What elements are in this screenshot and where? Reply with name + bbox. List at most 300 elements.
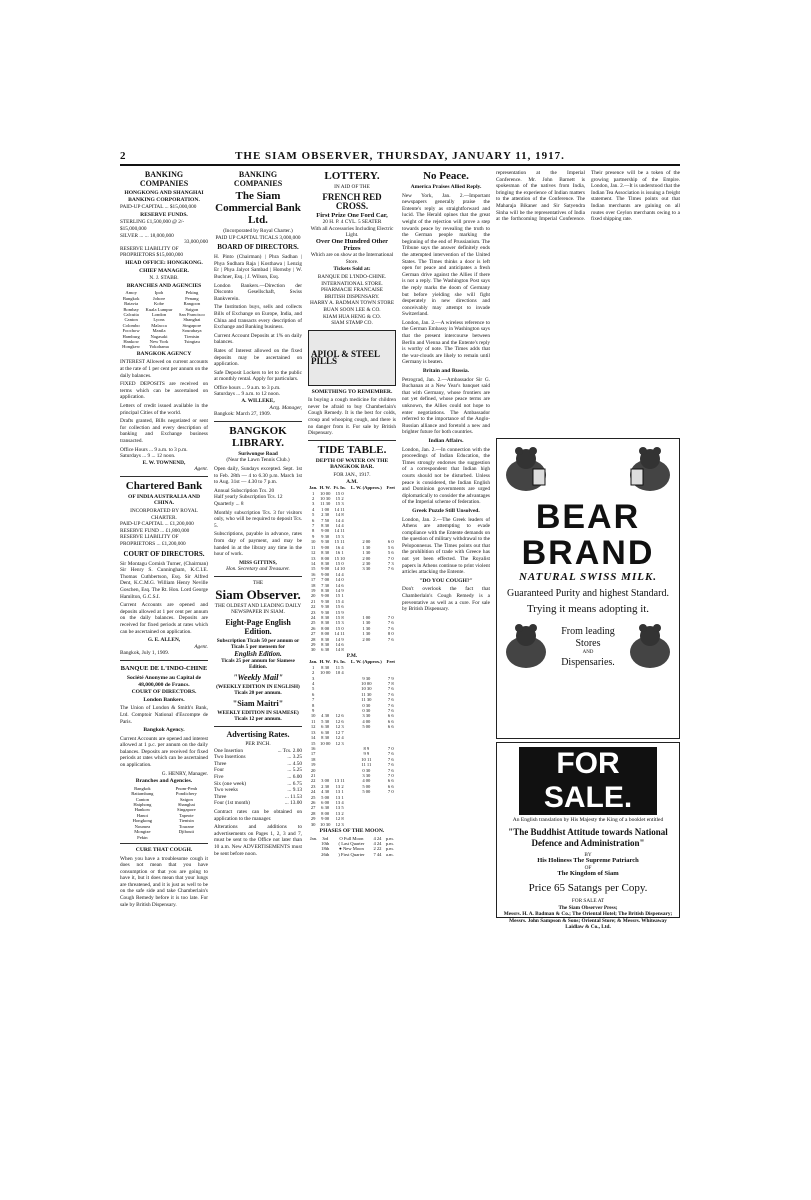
tide-header-cell: Feet	[386, 485, 395, 491]
tide-row-cell: 13	[310, 555, 316, 561]
lottery-seller: BUAN SOON LEE & CO.	[323, 306, 381, 313]
library-heading: BANGKOK LIBRARY.	[229, 424, 287, 449]
indochine-heading: BANQUE DE L'INDO-CHINE	[120, 664, 208, 672]
hsbc-drafts: Drafts granted, Bills negotiated or sent for collection and every description of banking and Exchange business transacted.	[120, 418, 208, 444]
hsbc-branch-row-cell: New York	[149, 338, 169, 344]
tide-row-cell: 15 6	[335, 604, 344, 610]
tide-row-cell: 1 00	[321, 506, 330, 512]
tide-row-cell: 15 2	[335, 496, 344, 502]
tide-row-cell: 9 00	[321, 544, 330, 550]
tide-row-cell: 1 00	[362, 614, 371, 620]
tide-row-cell: 7 6	[387, 691, 394, 697]
lottery-heading: LOTTERY.	[324, 170, 380, 182]
tide-row-cell: 10	[310, 713, 316, 719]
tide-row-cell: 1 30	[362, 625, 371, 631]
hsbc-hours-2: Saturdays ... 9 ... 12 noon.	[120, 453, 176, 460]
lottery-access: With all Accessories Including Electric Light.	[310, 225, 394, 239]
tide-row-cell: 30	[310, 821, 316, 827]
lottery-seller: PHARMACIE FRANCAISE	[321, 287, 383, 294]
lottery-prize: First Prize One Ford Car,	[316, 211, 388, 219]
hsbc-branch-row-cell: London	[151, 311, 167, 317]
tide-row-cell: 12 4	[335, 735, 344, 741]
siam-text: The Institution buys, sells and collects Bills of Exchange on Europe, India, and China and transacts every description of Exchange and Banking business.	[214, 304, 302, 331]
peace-heading: No Peace.	[423, 170, 469, 182]
hsbc-office: HEAD OFFICE: HONGKONG.	[125, 259, 203, 266]
bear-right-icon	[623, 445, 677, 495]
hsbc-reserve-total: 33,000,000	[184, 239, 208, 246]
tide-row-cell: 6 30	[321, 729, 330, 735]
tide-row-cell: 8 00	[321, 810, 330, 816]
siam-hours-2: Saturdays ... 9 a.m. to 12 noon.	[214, 391, 280, 398]
tide-pm-label: P.M.	[346, 652, 358, 659]
hsbc-branch-row-cell: Hamburg	[122, 333, 140, 339]
tide-header-cell: L. W. (Approx.)	[350, 659, 382, 665]
bear-from: From leading Stores	[561, 626, 615, 649]
hsbc-branch-row-cell: Shanghai	[183, 317, 201, 323]
hsbc-branch-row-cell: Penang	[185, 295, 199, 301]
tide-row-cell: 2	[312, 496, 315, 502]
tide-row-cell: 10 4	[335, 670, 344, 676]
siam-date: Bangkok: March 27, 1909.	[214, 411, 271, 418]
tide-row-cell: 15	[310, 566, 316, 572]
hsbc-fixed: FIXED DEPOSITS are received on terms which can be ascertained on application.	[120, 381, 208, 401]
tide-row-cell: 8 00	[321, 631, 330, 637]
indochine-branch-row-cell: Shanghai	[177, 802, 195, 808]
remember-text: In buying a cough medicine for children never be afraid to buy Chamberlain's Cough Remedy. It is the best for colds, croup and whooping cough, and there is no danger from it. For sale by British Dispensary.	[308, 397, 396, 437]
siam-current: Current Account Deposits at 1% on daily balances.	[214, 332, 302, 346]
moon-row-cell: 4 24	[373, 841, 382, 846]
weekly-mail: "Weekly Mail"	[233, 672, 283, 682]
tide-row-cell: 6 6	[387, 783, 394, 789]
tide-row-cell: 12 6	[335, 718, 344, 724]
bear-images-lower	[499, 622, 677, 672]
weekly-mail-sub: (WEEKLY EDITION IN ENGLISH)	[216, 683, 300, 690]
tide-row-cell: 21	[310, 598, 316, 604]
tide-row-cell: 26	[310, 799, 316, 805]
tide-row-cell: 16 4	[335, 544, 344, 550]
observer-english: English Edition.	[234, 649, 282, 658]
indochine-branch-row-cell: Bangkok	[134, 785, 151, 791]
tide-row-cell: 1 30	[362, 631, 371, 637]
tide-row-cell: 9 00	[321, 571, 330, 577]
hsbc-manager-head: CHIEF MANAGER.	[139, 267, 189, 274]
hsbc-branch-row-cell: Tientsin	[184, 333, 200, 339]
hsbc-branch-row-cell: Peking	[185, 290, 199, 296]
library-near: (Near the Lawn Tennis Club.)	[226, 457, 290, 464]
hsbc-branches-table	[120, 290, 208, 349]
indochine-branch-row-cell: Djibouti	[178, 829, 195, 835]
rep-article	[496, 170, 680, 435]
tide-row-cell: 14	[310, 560, 316, 566]
siam-bank-heading: The Siam Commercial Bank Ltd.	[215, 190, 301, 226]
tide-row-cell: 7	[312, 697, 315, 703]
tide-row-cell: 14 11	[334, 631, 345, 637]
adv-rate-row	[214, 761, 302, 768]
tide-row-cell: 8 30	[321, 550, 330, 556]
tide-row-cell: 9 30	[321, 533, 330, 539]
indochine-branch-row-cell: Hongkong	[132, 818, 153, 824]
forsale-by: BY	[584, 851, 592, 858]
moon-row-cell: 7 44	[373, 851, 382, 857]
siam-sig-title: Actg. Manager,	[269, 404, 302, 411]
tide-row-cell: 14 11	[334, 506, 345, 512]
tide-row-cell: 4 30	[321, 789, 330, 795]
remember-heading: SOMETHING TO REMEMBER.	[311, 388, 393, 395]
tide-row-cell: 7 6	[387, 636, 394, 642]
greek-heading: Greek Puzzle Still Unsolved.	[412, 507, 480, 514]
hsbc-branch-row-cell: Hankow	[123, 338, 139, 344]
cure-heading: "DO YOU COUGH?"	[419, 577, 473, 584]
tide-row-cell: 6 30	[321, 805, 330, 811]
tide-row-cell: 11 11	[361, 762, 372, 768]
rep-text: representation at the Imperial Conference. Mr. John Barnett is spokesman of the natives from India, bringing the experience of Indian matters to the attention of the Conference. The Maharaja Bikaner and Sir Satyendra Sinha will be the representatives of India at the forthcoming Imperial Conference. Their presence will be a token of the growing partnership of the Empire.	[496, 170, 680, 223]
indochine-branch-row-cell: Battambang	[131, 791, 154, 797]
tide-row-cell: 2 00	[362, 636, 371, 642]
tide-row-cell: 13 11	[334, 778, 345, 784]
tide-row-cell: 15 9	[335, 609, 344, 615]
tide-row-cell: 23	[310, 609, 316, 615]
column-4	[402, 168, 490, 1170]
tide-row-cell: 7 9	[387, 675, 394, 681]
hsbc-branch-row-cell: Yokohama	[149, 344, 169, 350]
tide-row-cell: 0 30	[362, 767, 371, 773]
adv-rates-list	[214, 748, 302, 807]
adv-rate-row	[214, 800, 302, 807]
siam-board: BOARD OF DIRECTORS.	[217, 243, 299, 252]
tide-row-cell: 7 6	[387, 762, 394, 768]
tide-row-cell: 10 11	[361, 756, 372, 762]
siam-hours-1: Office hours ... 9 a.m. to 3 p.m.	[214, 384, 281, 391]
library-monthly: Monthly subscription Tcs. 3 for visitors only, who will be required to deposit Tcs. 5.	[214, 509, 302, 529]
tide-row-cell: 4 00	[362, 718, 371, 724]
adv-rate-cell: Six (one week)	[214, 780, 247, 787]
tide-row-cell: 9 00	[321, 528, 330, 534]
tide-row-cell: 7 8	[387, 681, 394, 687]
newspaper-page	[120, 150, 680, 1170]
indochine-agency: Bangkok Agency.	[143, 727, 185, 734]
tide-row-cell: 13 1	[335, 794, 344, 800]
moon-row-cell: ● New Moon	[339, 846, 364, 852]
tide-row-cell: 2 30	[321, 783, 330, 789]
tide-row-cell: 7 50	[321, 517, 330, 523]
indochine-branch-row-cell: Noumea	[134, 823, 151, 829]
hsbc-branch-row	[120, 344, 208, 349]
tide-header-cell: Feet	[386, 659, 395, 665]
adv-rate-row	[214, 774, 302, 781]
peace-text: New York, Jan. 2.—Important newspapers generally praise the Entente's reply as straightforward and lucid. The Herald opines that the great weight of the rejection will prove a step towards peace by revealing the truth to the German people marking the beginning of the end of Prussianism. The Tribune says the answer definitely ends the attempted intervention of the United States. The Times thinks a door is left open for peace and anticipates a fresh German drive against the Allies if there is not a reply. The Washington Post says the reply marks the doom of Germany but before yielding she will fight desperately in new directions and conceivably may attempt to invade Switzerland.	[402, 192, 490, 318]
indochine-branch-row-cell: Mongtze	[134, 829, 151, 835]
column-1	[120, 168, 208, 1170]
tide-row-cell: 29	[310, 642, 316, 647]
tide-am-label: A.M.	[346, 478, 358, 485]
tide-row-cell: 3	[312, 501, 315, 507]
moon-row-cell: 18th	[321, 846, 330, 852]
indochine-branch-row-cell: Pnom-Penh	[175, 785, 198, 791]
tide-row-cell: 12 6	[335, 713, 344, 719]
tide-row-cell: 10 00	[361, 681, 372, 687]
hsbc-interest: INTEREST Allowed on current accounts at the rate of 1 per cent per annum on the daily balances.	[120, 359, 208, 379]
moon-row-cell: 2 22	[373, 846, 382, 852]
siam-directors: H. Pinto (Chairman) | Phra Sadhan | Phya Sudhara Raja | Kosthawa | Lenzig Er | Phya Jalyot Sambad | Hornsby | W. Buchner, Esq. | J. Wilson, Esq.	[214, 254, 302, 280]
tide-row-cell: 14 9	[335, 636, 344, 642]
adv-alterations: Alterations and additions to advertisements on Pages 1, 2, 3 and 7, must be sent to the Office not later than 10 a.m. New ADVERTISEMENTS must be sent before noon.	[214, 824, 302, 857]
tide-row-cell: 3	[312, 675, 315, 681]
chartered-sub: OF INDIA AUSTRALIA AND CHINA.	[127, 493, 201, 507]
hsbc-reserve-head: RESERVE FUNDS.	[140, 211, 188, 218]
indochine-branch-row-cell: Hankow	[134, 807, 151, 813]
tide-row-cell: 11 5	[335, 664, 344, 670]
hsbc-branch-row-cell: Bangkok	[122, 295, 140, 301]
tide-row-cell: 14 6	[335, 582, 344, 588]
tide-row-cell: 28	[310, 636, 316, 642]
hsbc-branch-row-cell: Lyons	[153, 317, 165, 323]
tide-row-cell: 23	[310, 783, 316, 789]
indochine-branch-row-cell	[165, 835, 208, 840]
indochine-branch-row-cell: Singapore	[177, 807, 196, 813]
adv-rate-cell: ... 6.00	[287, 774, 302, 781]
tide-heading: TIDE TABLE.	[317, 443, 387, 456]
indochine-branch-row-cell: Pekin	[137, 834, 148, 840]
tide-row-cell: 10 00	[320, 740, 331, 746]
tide-row-cell: 1 30	[362, 544, 371, 550]
weekly-mail-price: Ticals 20 per annum.	[234, 690, 282, 697]
britain-text: Petrograd, Jan. 2.—Ambassador Sir G. Buchanan at a New Year's banquet said that with Germany, whose frontiers are not yet defined, whose peace terms are unknown, the Allies could not hope to enter negotiations. The Ambassador referred to the importance of the Anglo-Russian alliance and foretold a new and brighter future for both countries.	[402, 376, 490, 436]
hsbc-branch-row-cell: Sourabaya	[182, 328, 202, 334]
observer-subs: Subscription Ticals 50 per annum or Ticals 5 per mensem for	[216, 637, 300, 651]
lottery-seller: BRITISH DISPENSARY.	[324, 293, 380, 300]
hsbc-branch-row-cell: San Francisco	[178, 311, 205, 317]
siam-incorp: (Incorporated by Royal Charter.)	[223, 228, 293, 234]
indochine-branch-row-cell: Tapeote	[179, 812, 194, 818]
adv-rate-cell: Two Insertions	[214, 754, 246, 761]
tide-row-cell: 5 00	[321, 794, 330, 800]
tide-row-cell: 9	[312, 533, 315, 539]
tide-row-cell: 4	[312, 681, 315, 687]
tide-row-cell: 3 00	[321, 778, 330, 784]
tide-row-cell: 3 30	[362, 566, 371, 572]
indochine-branch-row-cell: Tourane	[178, 823, 194, 829]
indochine-london: London Bankers.	[143, 696, 185, 703]
forsale-press: The Siam Observer Press;	[558, 904, 618, 911]
adv-rate-cell: ... 3.25	[287, 754, 302, 761]
tide-row-cell: 15	[310, 740, 316, 746]
tide-row-cell: 6 6	[387, 724, 394, 730]
tide-row-cell: 14 8	[335, 512, 344, 518]
forsale-author: His Holiness The Supreme Patriarch	[537, 857, 639, 865]
siam-signature: A. WILLEKE,	[241, 398, 275, 405]
hsbc-branch-row-cell: Bombay	[123, 306, 139, 312]
tide-row-cell: 14 11	[334, 528, 345, 534]
adv-rate-cell: ... Tcs. 2.00	[277, 747, 302, 754]
tide-row-cell: 9 9	[363, 751, 370, 757]
chartered-court: COURT OF DIRECTORS.	[123, 549, 205, 558]
tide-row-cell: 6	[312, 691, 315, 697]
tide-row-cell: 27	[310, 631, 316, 637]
indian-text: London, Jan. 2.—In connection with the proceedings of Indian Education, the Times strongly endorses the suggestion of a correspondent that Indian high courts should not be disturbed. Unless peace is considered, the Indian English and Dominion governments are urged diplomatically to consider the advantages of the Imperial scheme of federation.	[402, 446, 490, 506]
chartered-liability: RESERVE LIABILITY OF PROPRIETORS ... £1,200,000	[120, 534, 186, 548]
bear-heading: BEAR BRAND	[521, 498, 655, 572]
chartered-sig-title: Agent.	[194, 643, 208, 650]
moon-row-cell: ) First Quarter	[338, 851, 365, 857]
tide-row-cell: 6 6	[387, 718, 394, 724]
tide-row-cell: 2 00	[362, 539, 371, 545]
tide-row-cell: 3 30	[362, 772, 371, 778]
indochine-branch-row-cell: Pondichery	[175, 791, 197, 797]
tide-row-cell: 7 30	[321, 582, 330, 588]
tide-row-cell: 19	[310, 587, 316, 593]
hsbc-branches-head: BRANCHES AND AGENCIES	[126, 282, 202, 289]
tide-row-cell: 7 00	[321, 577, 330, 583]
chartered-directors: Sir Montagu Cornish Turner, (Chairman) Sir Henry S. Cunningham, K.C.I.E. Thomas Cuthbertson, Esq. Sir Alfred Dent, K.C.M.G. William Henry Neville Goschen, Esq. The Rt. Hon. Lord George Hamilton, G.C.S.I.	[120, 560, 208, 600]
tide-row-cell: 20	[310, 593, 316, 599]
hsbc-branch-row-cell	[176, 344, 208, 349]
tide-row-cell: 8 30	[321, 620, 330, 626]
adv-per-inch: PER INCH.	[245, 741, 271, 748]
tide-row-cell: 15 1	[335, 593, 344, 599]
indochine-signature: G. HENRY, Manager.	[161, 770, 208, 777]
hsbc-credit: Letters of credit issued available in the principal Cities of the world.	[120, 402, 208, 416]
hsbc-branch-row	[120, 317, 208, 322]
tide-row-cell: 28	[310, 810, 316, 816]
tide-row-cell: 1 30	[362, 550, 371, 556]
masthead	[120, 150, 680, 166]
tide-row-cell: 15 0	[335, 560, 344, 566]
page-number: 2	[120, 150, 126, 162]
tide-row-cell: 12 7	[335, 729, 344, 735]
tide-row-cell: 14 6	[335, 642, 344, 647]
tide-row	[308, 822, 396, 827]
forsale-of: OF	[584, 864, 592, 871]
hsbc-capital: PAID-UP CAPITAL ... $15,000,000	[120, 204, 197, 211]
tide-header-cell: Ft. In.	[333, 485, 346, 491]
tide-row-cell: 25	[310, 620, 316, 626]
moon-row-cell: p.m.	[385, 841, 394, 846]
hsbc-branch-row-cell: Tsingtau	[183, 338, 200, 344]
tide-row-cell: 1	[312, 490, 315, 496]
tide-row-cell: 15 0	[335, 625, 344, 631]
hsbc-manager: N. J. STABB.	[149, 275, 179, 282]
hsbc-reserve-2: SILVER ... ... 18,000,000	[120, 232, 174, 239]
tide-row-cell: 8 00	[321, 625, 330, 631]
tide-row-cell: 6 30	[321, 724, 330, 730]
library-sig-title: Hon. Secretary and Treasurer.	[226, 566, 290, 573]
hsbc-branch-row-cell: Ipoh	[154, 290, 164, 296]
tide-row-cell: 4	[312, 506, 315, 512]
tide-month: FOR JAN., 1917.	[333, 472, 371, 479]
bear-and: AND	[582, 650, 594, 655]
moon-row-cell: p.m.	[385, 835, 394, 841]
tide-row-cell: 12 3	[335, 821, 344, 827]
hsbc-sig-title: Agent.	[194, 466, 208, 473]
adv-rate-row	[214, 787, 302, 794]
tide-row-cell: 6 00	[321, 799, 330, 805]
indochine-branch-row	[120, 835, 208, 840]
tide-row-cell: 5 00	[362, 724, 371, 730]
indochine-branch-row-cell: Hanoi	[136, 812, 148, 818]
hsbc-signature: E. W. TOWNEND,	[142, 459, 186, 466]
tide-row-cell: 22	[310, 778, 316, 784]
tide-row-cell: 5 30	[321, 718, 330, 724]
siam-safe: Safe Deposit Lockers to let to the public at monthly rental. Apply for particulars.	[214, 369, 302, 383]
tide-row-cell: 8 00	[321, 555, 330, 561]
tide-row-cell: 0 30	[362, 708, 371, 714]
adv-rate-cell: Four	[214, 767, 225, 774]
tide-row-cell: 7 3	[387, 560, 394, 566]
tide-row-cell: 8 30	[321, 587, 330, 593]
tide-row-cell: 1	[312, 664, 315, 670]
moon-row-cell: p.m.	[385, 846, 394, 852]
indochine-branches-table	[120, 786, 208, 840]
tide-row-cell: 27	[310, 805, 316, 811]
lottery-view: Which are on show at the International Store.	[310, 252, 394, 265]
forsale-at: FOR SALE AT	[571, 897, 605, 904]
indochine-london-text: The Union of London & Smith's Bank, Ltd. Comptoir National d'Escompte de Paris.	[120, 705, 208, 725]
tide-row-cell: 9	[312, 708, 315, 714]
bear-left-lower-icon	[499, 622, 553, 672]
observer-oldest: THE OLDEST AND LEADING DAILY NEWSPAPER IN SIAM.	[214, 602, 302, 616]
britain-heading: Britain and Russia.	[422, 368, 470, 375]
hsbc-branch-row-cell: Colombo	[122, 322, 140, 328]
rep-london: London, Jan. 2.—It is understood that the Indian Tea Association is issuing a freight statement. The Times points out that Indian merchants are gaining on all routes over Ceylon merchants owing to a fixed shipping rate.	[591, 183, 680, 223]
tide-row-cell: 7 6	[387, 686, 394, 692]
tide-row-cell: 7 0	[387, 614, 394, 620]
adv-rate-cell: ... 5.25	[287, 767, 302, 774]
cure-text: Don't overlook the fact that Chamberlain's Cough Remedy is a preventative as well as a cure. For sale by British Dispensary.	[402, 586, 490, 613]
tide-row-cell: 13 2	[335, 810, 344, 816]
tide-row-cell: 20	[310, 767, 316, 773]
tide-row-cell: 15 4	[335, 598, 344, 604]
bear-images	[499, 445, 677, 495]
siam-london: London Bankers.—Direction der Disconto Gesellschaft, Swiss Bankverein.	[214, 282, 302, 302]
library-half: Half yearly Subscription Tcs. 12	[214, 494, 283, 501]
tide-row-cell: 9 30	[321, 604, 330, 610]
adv-rate-cell: Five	[214, 774, 224, 781]
tide-row-cell: 2	[312, 670, 315, 676]
forsale-shops: Messrs. H. A. Badman & Co.; The Oriental Hotel; The British Dispensary; Messrs. John Sampson & Sons; Oriental Store; & Messrs. Whiteaway Laidlaw & Co., Ltd.	[503, 911, 673, 931]
indian-heading: Indian Affairs.	[428, 437, 464, 444]
adv-rate-cell: Three	[214, 760, 227, 767]
tide-row-cell: 5	[312, 686, 315, 692]
siam-maitri-sub: WEEKLY EDITION IN SIAMESE)	[217, 709, 299, 716]
tide-row-cell: 13 5	[335, 805, 344, 811]
tide-row-cell: 13 2	[335, 783, 344, 789]
moon-row-cell: 10th	[321, 841, 330, 846]
siam-maitri-price: Ticals 12 per annum.	[234, 716, 282, 723]
tide-row-cell	[347, 822, 385, 827]
tide-row-cell: 24	[310, 614, 316, 620]
indochine-branch-row-cell: Canton	[135, 796, 150, 802]
tide-table-am	[308, 485, 396, 653]
adv-rate-cell: Four (1st month)	[214, 800, 250, 807]
adv-rate-cell: ... 9.13	[287, 787, 302, 794]
tide-row-cell: 14 10	[334, 566, 345, 572]
chartered-incorp: INCORPORATED BY ROYAL CHARTER.	[130, 508, 198, 521]
forsale-heading: FOR SALE.	[519, 747, 657, 815]
hsbc-bangkok-agency: BANGKOK AGENCY	[136, 350, 192, 357]
tide-row-cell: 15 3	[335, 501, 344, 507]
hsbc-branch-row-cell: Kuala Lumpur	[145, 306, 173, 312]
hsbc-branch-row-cell: Calcutta	[123, 311, 139, 317]
indochine-branches-head: Branches and Agencies.	[135, 778, 193, 785]
siam-capital: PAID UP CAPITAL TICALS 3,000,000	[215, 234, 301, 241]
moon-row	[308, 852, 396, 857]
tide-row-cell: 13	[310, 729, 316, 735]
tide-row-cell: 9 30	[362, 675, 371, 681]
tide-header-cell: Jan.	[309, 659, 318, 665]
tide-row-cell: 24	[310, 789, 316, 795]
tide-row-cell: 9 30	[321, 609, 330, 615]
indochine-branch-row-cell: Haiphong	[133, 802, 152, 808]
